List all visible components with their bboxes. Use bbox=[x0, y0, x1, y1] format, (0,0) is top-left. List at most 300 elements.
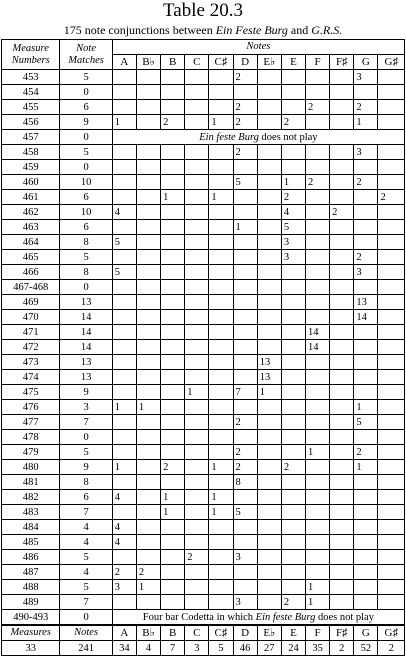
note-count-cell bbox=[378, 385, 405, 400]
note-count-cell bbox=[161, 565, 185, 580]
footer-note-name: E♭ bbox=[257, 625, 281, 641]
note-count-cell: 13 bbox=[354, 295, 378, 310]
note-count-cell bbox=[354, 325, 378, 340]
note-count-cell bbox=[257, 280, 281, 295]
note-count-cell bbox=[185, 460, 209, 475]
table-row bbox=[2, 430, 405, 445]
note-count-cell: 5 bbox=[112, 235, 136, 250]
note-count-cell bbox=[136, 145, 160, 160]
note-count-cell bbox=[112, 475, 136, 490]
note-count-cell bbox=[185, 430, 209, 445]
note-count-cell: 1 bbox=[185, 385, 209, 400]
note-count-cell bbox=[233, 400, 257, 415]
note-name-header: B bbox=[161, 55, 185, 70]
note-count-cell bbox=[257, 220, 281, 235]
notes-total-label: Notes bbox=[60, 625, 112, 641]
note-count-cell bbox=[257, 400, 281, 415]
table-row bbox=[2, 115, 405, 130]
note-count-cell bbox=[136, 595, 160, 610]
note-count-cell bbox=[257, 490, 281, 505]
footer-note-name: B♭ bbox=[136, 625, 160, 641]
note-count-cell bbox=[354, 490, 378, 505]
measure-number: 479 bbox=[2, 445, 60, 460]
table-row bbox=[2, 250, 405, 265]
note-count-cell: 1 bbox=[161, 490, 185, 505]
note-count-cell bbox=[233, 85, 257, 100]
note-name-header: E bbox=[281, 55, 305, 70]
note-count-cell bbox=[233, 160, 257, 175]
table-row bbox=[2, 490, 405, 505]
note-count-cell bbox=[185, 70, 209, 85]
note-count-cell: 5 bbox=[233, 175, 257, 190]
measure-number: 469 bbox=[2, 295, 60, 310]
measure-number: 467-468 bbox=[2, 280, 60, 295]
note-count-cell: 2 bbox=[281, 190, 305, 205]
note-count-cell bbox=[281, 340, 305, 355]
note-total: 27 bbox=[257, 641, 281, 656]
note-count-cell bbox=[112, 550, 136, 565]
note-count-cell bbox=[281, 505, 305, 520]
note-count-cell: 1 bbox=[281, 175, 305, 190]
note-count-cell bbox=[161, 580, 185, 595]
note-count-cell bbox=[306, 85, 330, 100]
note-count-cell bbox=[233, 265, 257, 280]
note-count-cell bbox=[161, 160, 185, 175]
note-count-cell bbox=[136, 85, 160, 100]
measure-number: 476 bbox=[2, 400, 60, 415]
note-count-cell: 2 bbox=[330, 205, 354, 220]
note-count-cell bbox=[185, 595, 209, 610]
note-count-cell bbox=[209, 430, 233, 445]
note-count-cell bbox=[281, 100, 305, 115]
subtitle-and: and bbox=[287, 23, 312, 37]
note-count-cell bbox=[112, 310, 136, 325]
note-count-cell bbox=[185, 415, 209, 430]
note-count-cell bbox=[378, 295, 405, 310]
note-count-cell bbox=[281, 400, 305, 415]
note-count-cell bbox=[209, 595, 233, 610]
table-row bbox=[2, 265, 405, 280]
note-count-cell bbox=[378, 370, 405, 385]
measure-number: 462 bbox=[2, 205, 60, 220]
table-row bbox=[2, 325, 405, 340]
note-count-cell bbox=[209, 370, 233, 385]
note-matches: 7 bbox=[60, 595, 112, 610]
note-count-cell: 2 bbox=[161, 115, 185, 130]
note-count-cell bbox=[136, 235, 160, 250]
note-name-header: C bbox=[185, 55, 209, 70]
note-matches: 3 bbox=[60, 400, 112, 415]
note-name-header: F bbox=[306, 55, 330, 70]
note-count-cell bbox=[185, 160, 209, 175]
note-count-cell bbox=[185, 220, 209, 235]
note-count-cell bbox=[257, 310, 281, 325]
measure-number: 488 bbox=[2, 580, 60, 595]
note-count-cell bbox=[330, 520, 354, 535]
table-row bbox=[2, 175, 405, 190]
note-count-cell bbox=[209, 100, 233, 115]
note-count-cell bbox=[161, 280, 185, 295]
note-count-cell bbox=[112, 85, 136, 100]
note-count-cell bbox=[209, 70, 233, 85]
note-count-cell bbox=[306, 310, 330, 325]
note-count-cell: 1 bbox=[209, 190, 233, 205]
note-count-cell bbox=[306, 490, 330, 505]
note-count-cell bbox=[330, 505, 354, 520]
note-count-cell bbox=[209, 400, 233, 415]
note-name-header: F♯ bbox=[330, 55, 354, 70]
note-count-cell: 1 bbox=[209, 505, 233, 520]
measure-number: 481 bbox=[2, 475, 60, 490]
note-count-cell bbox=[233, 565, 257, 580]
note-count-cell bbox=[257, 475, 281, 490]
note-count-cell bbox=[330, 580, 354, 595]
note-count-cell bbox=[112, 160, 136, 175]
note-count-cell bbox=[161, 385, 185, 400]
note-count-cell bbox=[257, 205, 281, 220]
table-row bbox=[2, 235, 405, 250]
note-matches: 14 bbox=[60, 325, 112, 340]
note-count-cell: 5 bbox=[281, 220, 305, 235]
note-count-cell bbox=[209, 535, 233, 550]
measure-number: 463 bbox=[2, 220, 60, 235]
table-row bbox=[2, 190, 405, 205]
note-count-cell: 13 bbox=[257, 355, 281, 370]
footer-note-name: A bbox=[112, 625, 136, 641]
note-count-cell: 14 bbox=[306, 325, 330, 340]
note-count-cell bbox=[185, 190, 209, 205]
table-row bbox=[2, 160, 405, 175]
note-count-cell bbox=[233, 250, 257, 265]
note-matches: 7 bbox=[60, 505, 112, 520]
note-count-cell bbox=[136, 475, 160, 490]
note-count-cell bbox=[378, 85, 405, 100]
note-count-cell bbox=[330, 325, 354, 340]
note-count-cell bbox=[330, 535, 354, 550]
note-matches: 8 bbox=[60, 265, 112, 280]
note-count-cell bbox=[161, 325, 185, 340]
note-count-cell bbox=[136, 490, 160, 505]
measure-number: 480 bbox=[2, 460, 60, 475]
table-row bbox=[2, 340, 405, 355]
note-count-cell bbox=[281, 145, 305, 160]
note-count-cell bbox=[330, 190, 354, 205]
note-count-cell bbox=[281, 430, 305, 445]
note-count-cell bbox=[330, 415, 354, 430]
note-count-cell bbox=[112, 445, 136, 460]
note-count-cell bbox=[330, 310, 354, 325]
note-count-cell bbox=[136, 325, 160, 340]
note-matches: 10 bbox=[60, 205, 112, 220]
note-count-cell bbox=[209, 205, 233, 220]
note-matches: 4 bbox=[60, 535, 112, 550]
note-count-cell bbox=[209, 340, 233, 355]
note-count-cell bbox=[378, 205, 405, 220]
note-count-cell bbox=[161, 520, 185, 535]
note-count-cell bbox=[136, 430, 160, 445]
note-name-header: D bbox=[233, 55, 257, 70]
row-note bbox=[112, 130, 404, 145]
note-total: 5 bbox=[209, 641, 233, 656]
measure-number: 489 bbox=[2, 595, 60, 610]
note-count-cell bbox=[185, 505, 209, 520]
note-count-cell bbox=[112, 355, 136, 370]
note-matches: 13 bbox=[60, 295, 112, 310]
table-row bbox=[2, 310, 405, 325]
note-count-cell bbox=[233, 295, 257, 310]
note-count-cell bbox=[136, 340, 160, 355]
note-count-cell bbox=[330, 340, 354, 355]
header-row bbox=[2, 40, 405, 55]
note-count-cell bbox=[354, 430, 378, 445]
note-count-cell bbox=[233, 370, 257, 385]
note-total: 4 bbox=[136, 641, 160, 656]
measure-number: 482 bbox=[2, 490, 60, 505]
note-count-cell: 5 bbox=[233, 505, 257, 520]
note-count-cell bbox=[257, 535, 281, 550]
note-count-cell bbox=[112, 70, 136, 85]
note-count-cell bbox=[281, 490, 305, 505]
measures-total: 33 bbox=[2, 641, 60, 656]
footer-note-name: G♯ bbox=[378, 625, 405, 641]
note-count-cell bbox=[112, 220, 136, 235]
measure-number: 464 bbox=[2, 235, 60, 250]
note-count-cell: 2 bbox=[233, 70, 257, 85]
note-count-cell bbox=[209, 220, 233, 235]
note-count-cell: 4 bbox=[112, 205, 136, 220]
note-count-cell bbox=[136, 265, 160, 280]
notes-header: Notes bbox=[112, 40, 404, 55]
note-count-cell bbox=[378, 70, 405, 85]
note-matches: 0 bbox=[60, 280, 112, 295]
note-count-cell bbox=[306, 160, 330, 175]
note-count-cell: 2 bbox=[233, 145, 257, 160]
note-count-cell bbox=[161, 415, 185, 430]
note-count-cell bbox=[161, 205, 185, 220]
note-count-cell bbox=[161, 145, 185, 160]
note-count-cell bbox=[306, 565, 330, 580]
note-count-cell bbox=[209, 310, 233, 325]
note-count-cell bbox=[257, 415, 281, 430]
note-count-cell: 3 bbox=[354, 70, 378, 85]
row-note bbox=[112, 610, 404, 626]
note-count-cell bbox=[161, 85, 185, 100]
note-count-cell bbox=[281, 385, 305, 400]
note-count-cell bbox=[112, 415, 136, 430]
note-count-cell bbox=[257, 100, 281, 115]
note-count-cell bbox=[330, 115, 354, 130]
table-row bbox=[2, 280, 405, 295]
note-name-header: G bbox=[354, 55, 378, 70]
note-count-cell bbox=[136, 160, 160, 175]
note-count-cell bbox=[378, 565, 405, 580]
note-total: 35 bbox=[306, 641, 330, 656]
note-count-cell bbox=[378, 430, 405, 445]
note-count-cell bbox=[378, 115, 405, 130]
note-count-cell bbox=[306, 70, 330, 85]
note-total: 52 bbox=[354, 641, 378, 656]
note-count-cell bbox=[281, 550, 305, 565]
note-count-cell bbox=[378, 505, 405, 520]
note-count-cell bbox=[330, 250, 354, 265]
note-matches-header bbox=[60, 40, 112, 70]
note-count-cell bbox=[161, 70, 185, 85]
note-matches: 13 bbox=[60, 370, 112, 385]
note-matches: 4 bbox=[60, 520, 112, 535]
note-count-cell bbox=[185, 250, 209, 265]
note-count-cell bbox=[185, 445, 209, 460]
measure-number: 483 bbox=[2, 505, 60, 520]
footer-note-name: E bbox=[281, 625, 305, 641]
note-count-cell bbox=[185, 535, 209, 550]
note-count-cell bbox=[281, 580, 305, 595]
note-count-cell bbox=[209, 550, 233, 565]
note-matches: 5 bbox=[60, 550, 112, 565]
note-count-cell bbox=[281, 70, 305, 85]
note-matches: 5 bbox=[60, 445, 112, 460]
note-count-cell bbox=[281, 310, 305, 325]
note-count-cell bbox=[209, 235, 233, 250]
measure-number: 461 bbox=[2, 190, 60, 205]
note-count-cell: 2 bbox=[354, 100, 378, 115]
note-count-cell bbox=[233, 340, 257, 355]
table-row bbox=[2, 475, 405, 490]
note-count-cell bbox=[136, 100, 160, 115]
note-count-cell bbox=[257, 550, 281, 565]
note-count-cell bbox=[185, 355, 209, 370]
note-name-header: C♯ bbox=[209, 55, 233, 70]
note-count-cell bbox=[233, 535, 257, 550]
note-count-cell bbox=[378, 445, 405, 460]
note-count-cell bbox=[257, 595, 281, 610]
note-count-cell bbox=[161, 175, 185, 190]
note-count-cell: 1 bbox=[354, 115, 378, 130]
note-count-cell bbox=[378, 490, 405, 505]
note-count-cell bbox=[161, 310, 185, 325]
note-count-cell: 8 bbox=[233, 475, 257, 490]
note-count-cell bbox=[257, 145, 281, 160]
note-count-cell bbox=[136, 115, 160, 130]
note-matches: 13 bbox=[60, 355, 112, 370]
note-count-cell bbox=[378, 415, 405, 430]
note-total: 2 bbox=[330, 641, 354, 656]
note-count-cell bbox=[330, 220, 354, 235]
note-count-cell bbox=[136, 70, 160, 85]
note-count-cell bbox=[136, 190, 160, 205]
note-count-cell: 14 bbox=[306, 340, 330, 355]
note-count-cell bbox=[136, 370, 160, 385]
note-count-cell bbox=[161, 370, 185, 385]
note-name-header: A bbox=[112, 55, 136, 70]
matches-header-line: Matches bbox=[68, 54, 104, 66]
measure-number: 465 bbox=[2, 250, 60, 265]
note-count-cell: 14 bbox=[354, 310, 378, 325]
note-count-cell bbox=[161, 235, 185, 250]
measure-number: 486 bbox=[2, 550, 60, 565]
note-count-cell bbox=[378, 340, 405, 355]
note-count-cell bbox=[354, 385, 378, 400]
note-count-cell bbox=[378, 175, 405, 190]
row-note-post: does not play bbox=[258, 131, 318, 143]
table-row bbox=[2, 370, 405, 385]
footer-note-name: B bbox=[161, 625, 185, 641]
measure-number: 484 bbox=[2, 520, 60, 535]
note-matches: 5 bbox=[60, 145, 112, 160]
note-count-cell: 1 bbox=[161, 190, 185, 205]
note-matches: 14 bbox=[60, 310, 112, 325]
note-matches: 10 bbox=[60, 175, 112, 190]
note-count-cell bbox=[257, 175, 281, 190]
note-count-cell bbox=[209, 355, 233, 370]
note-total: 34 bbox=[112, 641, 136, 656]
note-count-cell bbox=[378, 220, 405, 235]
note-count-cell bbox=[281, 370, 305, 385]
note-count-cell: 2 bbox=[281, 115, 305, 130]
note-count-cell bbox=[209, 250, 233, 265]
note-count-cell: 1 bbox=[209, 460, 233, 475]
note-count-cell bbox=[354, 595, 378, 610]
note-count-cell bbox=[257, 265, 281, 280]
note-count-cell bbox=[185, 475, 209, 490]
note-count-cell bbox=[306, 115, 330, 130]
note-count-cell bbox=[354, 550, 378, 565]
note-count-cell bbox=[354, 205, 378, 220]
note-count-cell bbox=[136, 220, 160, 235]
note-matches: 9 bbox=[60, 460, 112, 475]
note-count-cell bbox=[306, 235, 330, 250]
note-matches: 6 bbox=[60, 490, 112, 505]
note-count-cell: 13 bbox=[257, 370, 281, 385]
note-count-cell bbox=[185, 145, 209, 160]
note-count-cell bbox=[161, 595, 185, 610]
note-count-cell bbox=[378, 235, 405, 250]
note-count-cell bbox=[161, 265, 185, 280]
note-matches: 0 bbox=[60, 130, 112, 145]
table-row bbox=[2, 100, 405, 115]
note-count-cell bbox=[306, 460, 330, 475]
note-count-cell bbox=[330, 265, 354, 280]
note-count-cell bbox=[354, 580, 378, 595]
note-count-cell bbox=[354, 520, 378, 535]
note-count-cell: 3 bbox=[233, 595, 257, 610]
note-count-cell bbox=[281, 475, 305, 490]
note-count-cell bbox=[378, 520, 405, 535]
note-count-cell: 3 bbox=[112, 580, 136, 595]
note-count-cell: 1 bbox=[306, 445, 330, 460]
note-count-cell bbox=[136, 415, 160, 430]
measure-number: 473 bbox=[2, 355, 60, 370]
note-matches: 9 bbox=[60, 115, 112, 130]
table-row bbox=[2, 535, 405, 550]
note-matches: 6 bbox=[60, 100, 112, 115]
note-count-cell bbox=[257, 565, 281, 580]
note-count-cell bbox=[233, 430, 257, 445]
note-count-cell: 2 bbox=[185, 550, 209, 565]
subtitle-prefix: note conjunctions between bbox=[81, 23, 216, 37]
note-count-cell bbox=[330, 385, 354, 400]
note-count-cell bbox=[136, 445, 160, 460]
row-note-pre: Four bar Codetta in which bbox=[142, 611, 256, 623]
note-count-cell bbox=[233, 190, 257, 205]
note-count-cell bbox=[209, 145, 233, 160]
note-count-cell: 2 bbox=[378, 190, 405, 205]
measure-number: 457 bbox=[2, 130, 60, 145]
note-count-cell bbox=[330, 160, 354, 175]
measure-number: 453 bbox=[2, 70, 60, 85]
note-count-cell bbox=[281, 160, 305, 175]
measure-number: 459 bbox=[2, 160, 60, 175]
note-count-cell bbox=[112, 505, 136, 520]
